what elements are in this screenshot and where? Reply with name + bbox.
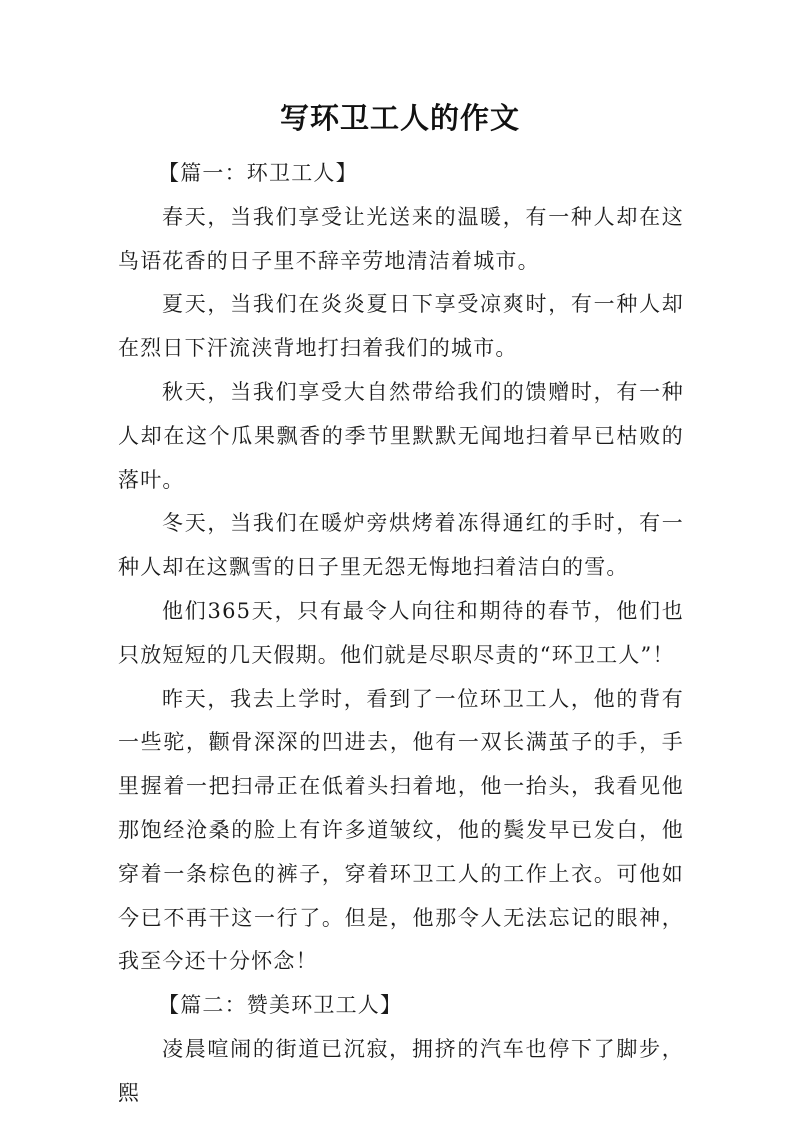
paragraph-dawn: 凌晨喧闹的街道已沉寂，拥挤的汽车也停下了脚步，熙	[118, 1036, 684, 1105]
section-heading-2: 【篇二：赞美环卫工人】	[158, 993, 403, 1018]
paragraph-spring: 春天，当我们享受让光送来的温暖，有一种人却在这鸟语花香的日子里不辞辛劳地清洁着城市。	[118, 204, 684, 273]
paragraph-year-round: 他们365天，只有最令人向往和期待的春节，他们也只放短短的几天假期。他们就是尽职尽责的“环卫工人”！	[118, 598, 684, 667]
section-heading-1: 【篇一：环卫工人】	[158, 161, 358, 185]
document-body	[118, 152, 684, 1116]
paragraph-yesterday: 昨天，我去上学时，看到了一位环卫工人，他的背有一些驼，颧骨深深的凹进去，他有一双长满茧子的手，手里握着一把扫帚正在低着头扫着地，他一抬头，我看见他那饱经沧桑的脸上有许多道皱纹，他的鬓发早已发白，他穿着一条棕色的裤子，穿着环卫工人的工作上衣。可他如今已不再干这一行了。但是，他那令人无法忘记的眼神，我至今还十分怀念！	[118, 686, 684, 974]
paragraph-autumn: 秋天，当我们享受大自然带给我们的馈赠时，有一种人却在这个瓜果飘香的季节里默默无闻地扫着早已枯败的落叶。	[118, 379, 684, 492]
paragraph-summer: 夏天，当我们在炎炎夏日下享受凉爽时，有一种人却在烈日下汗流浃背地打扫着我们的城市。	[118, 292, 684, 361]
paragraph-winter: 冬天，当我们在暖炉旁烘烤着冻得通红的手时，有一种人却在这飘雪的日子里无怨无悔地扫着洁白的雪。	[118, 511, 684, 580]
document-title: 写环卫工人的作文	[279, 101, 520, 135]
